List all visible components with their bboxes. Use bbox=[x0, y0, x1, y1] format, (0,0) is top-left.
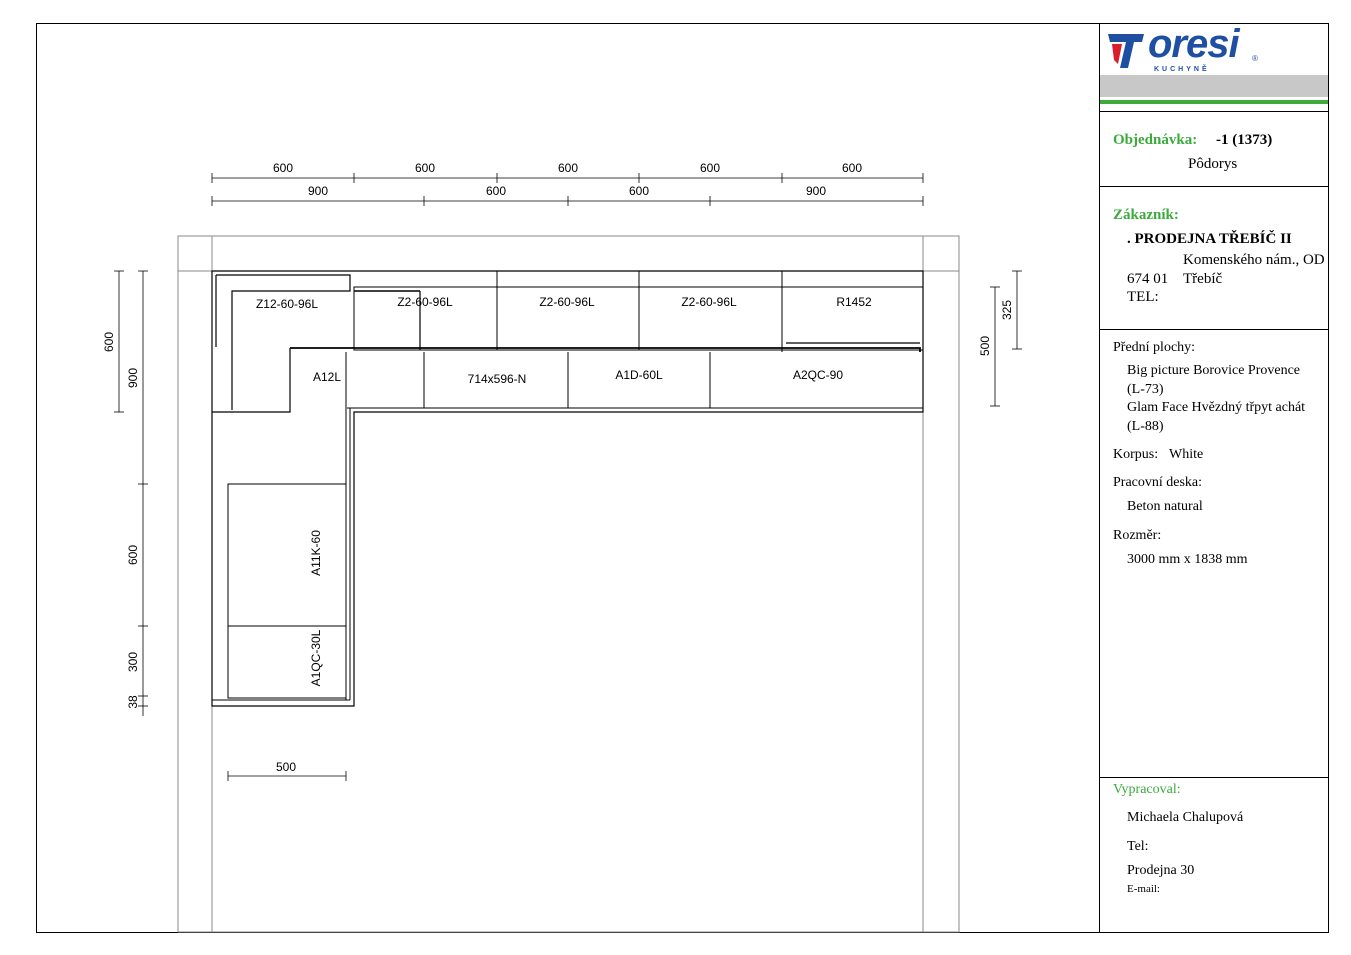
dim-value: 600 bbox=[485, 184, 507, 198]
room-walls bbox=[178, 236, 959, 932]
desk-label: Pracovní deska: bbox=[1113, 475, 1203, 490]
dimension-values bbox=[102, 161, 1014, 774]
customer-name: . PRODEJNA TŘEBÍČ II bbox=[1127, 231, 1292, 247]
customer-zip: 674 01 bbox=[1127, 271, 1169, 287]
unit-label: A1QC-30L bbox=[309, 629, 323, 687]
author-store: Prodejna 30 bbox=[1127, 863, 1195, 878]
divider bbox=[1100, 329, 1328, 330]
oresi-logo-icon bbox=[1106, 30, 1146, 70]
customer-city: Třebíč bbox=[1183, 271, 1223, 287]
dim-value: 600 bbox=[272, 161, 294, 175]
divider bbox=[1100, 777, 1328, 778]
unit-label: A2QC-90 bbox=[792, 368, 844, 382]
front-material-2-code: (L-88) bbox=[1127, 419, 1164, 434]
dim-value: 900 bbox=[307, 184, 329, 198]
divider bbox=[1100, 111, 1328, 112]
size-label: Rozměr: bbox=[1113, 528, 1162, 543]
room-outline bbox=[178, 236, 959, 932]
unit-label: Z2-60-96L bbox=[397, 295, 453, 309]
dim-value: 600 bbox=[126, 544, 140, 566]
dim-value: 600 bbox=[414, 161, 436, 175]
customer-tel-label: TEL: bbox=[1127, 289, 1159, 305]
dim-value: 325 bbox=[1000, 299, 1014, 321]
korpus-value: White bbox=[1169, 447, 1204, 462]
unit-label: Z12-60-96L bbox=[255, 297, 319, 311]
logo-brand: oresi bbox=[1148, 22, 1239, 66]
unit-label: Z2-60-96L bbox=[539, 295, 595, 309]
logo-subtitle: KUCHYNĚ bbox=[1154, 66, 1210, 73]
unit-labels bbox=[256, 295, 872, 686]
author-label: Vypracoval: bbox=[1113, 782, 1181, 797]
front-label: Přední plochy: bbox=[1113, 340, 1196, 355]
unit-label: A11K-60 bbox=[309, 530, 323, 576]
desk-value: Beton natural bbox=[1127, 499, 1203, 514]
author-email-label: E-mail: bbox=[1127, 883, 1160, 895]
dim-value: 600 bbox=[699, 161, 721, 175]
dim-value: 600 bbox=[557, 161, 579, 175]
view-name: Pôdorys bbox=[1188, 156, 1238, 172]
order-value: -1 (1373) bbox=[1216, 132, 1273, 148]
base-unit-corner-line bbox=[212, 348, 290, 412]
dim-value: 900 bbox=[805, 184, 827, 198]
front-material-1: Big picture Borovice Provence bbox=[1127, 363, 1301, 378]
dim-value: 600 bbox=[102, 331, 116, 353]
header-green-bar bbox=[1100, 100, 1328, 104]
wall-unit-corner bbox=[216, 275, 350, 410]
header-gray-bar bbox=[1100, 75, 1328, 97]
dim-value: 300 bbox=[126, 651, 140, 673]
logo-registered: ® bbox=[1252, 54, 1258, 63]
korpus-label: Korpus: bbox=[1113, 447, 1159, 462]
order-label: Objednávka: bbox=[1113, 132, 1198, 148]
customer-label: Zákazník: bbox=[1113, 207, 1179, 223]
unit-label: Z2-60-96L bbox=[681, 295, 737, 309]
dim-value: 38 bbox=[126, 695, 140, 709]
author-name: Michaela Chalupová bbox=[1127, 810, 1244, 825]
divider bbox=[1100, 186, 1328, 187]
unit-label: R1452 bbox=[836, 295, 872, 309]
dim-value: 500 bbox=[275, 760, 297, 774]
size-value: 3000 mm x 1838 mm bbox=[1127, 552, 1248, 567]
author-tel-label: Tel: bbox=[1127, 839, 1149, 854]
front-material-2: Glam Face Hvězdný třpyt achát bbox=[1127, 400, 1306, 415]
dim-value: 600 bbox=[841, 161, 863, 175]
customer-street: Komenského nám., OD bbox=[1183, 252, 1325, 268]
dim-value: 900 bbox=[126, 367, 140, 389]
logo bbox=[1106, 22, 1258, 74]
dimension-lines bbox=[114, 173, 1022, 781]
unit-label: A1D-60L bbox=[615, 368, 663, 382]
side-unit-block bbox=[228, 484, 346, 698]
unit-label: 714x596-N bbox=[467, 372, 527, 386]
title-block bbox=[1100, 24, 1328, 932]
unit-label: A12L bbox=[312, 370, 342, 384]
dim-value: 600 bbox=[628, 184, 650, 198]
front-material-1-code: (L-73) bbox=[1127, 382, 1164, 397]
dim-value: 500 bbox=[978, 335, 992, 357]
